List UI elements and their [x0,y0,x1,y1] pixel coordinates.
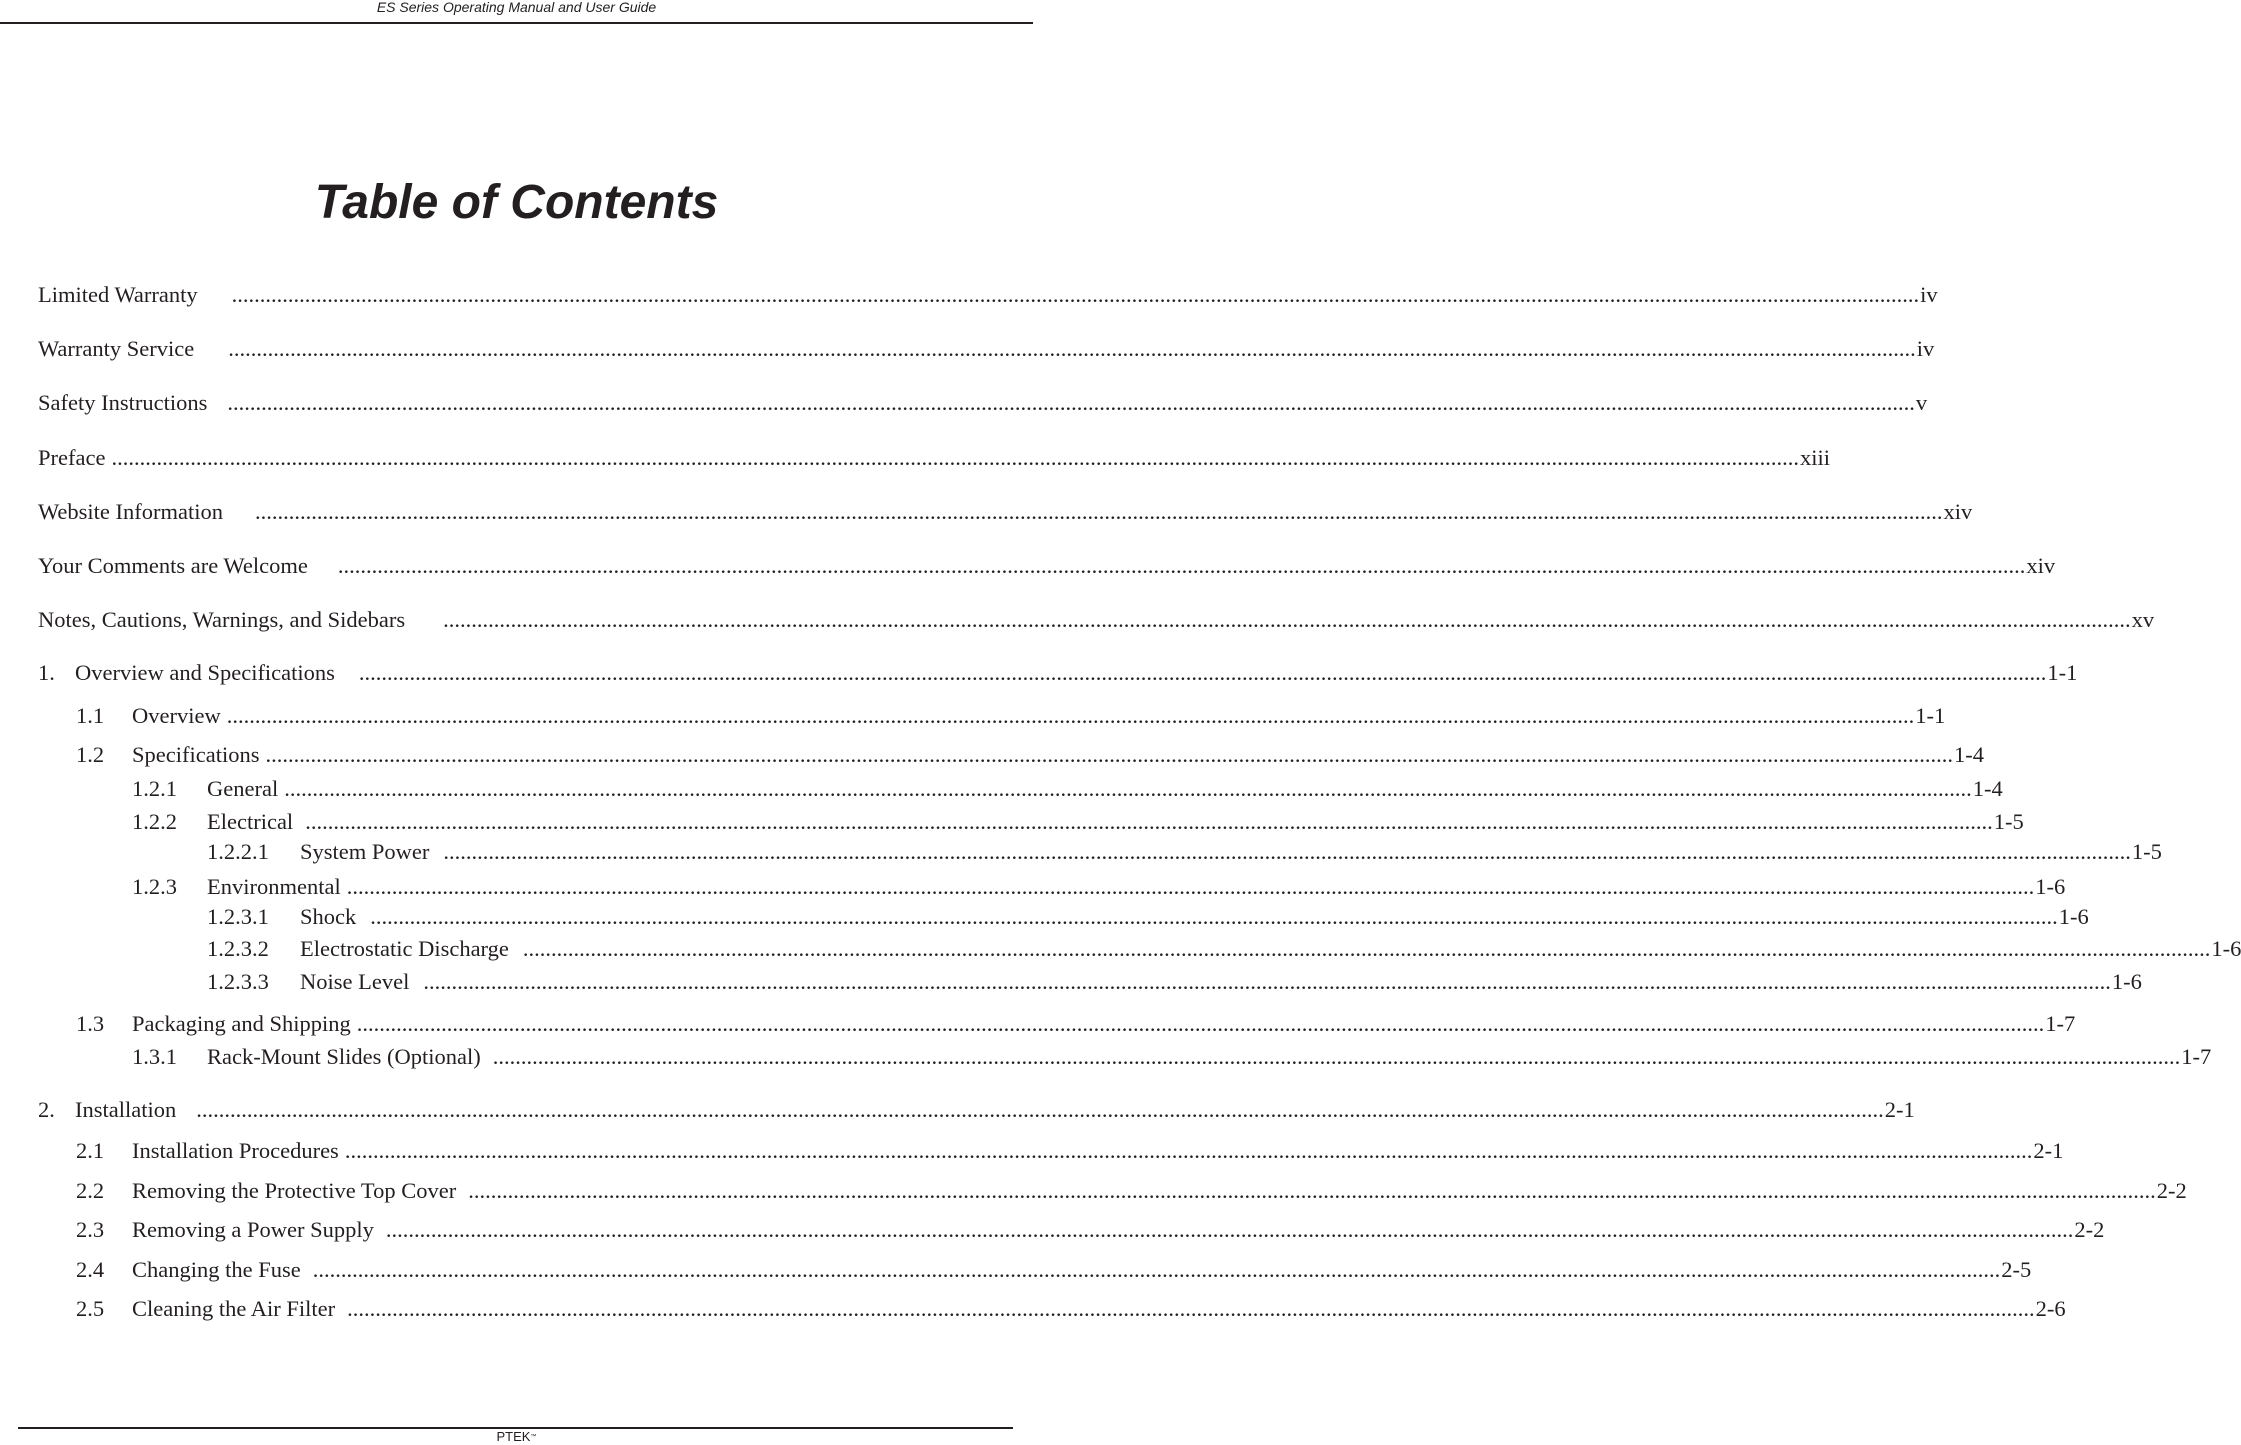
toc-label: Installation Procedures [132,1138,339,1163]
toc-number: 1.2.3.2 [207,936,269,961]
dot-leader: ............................................................................................................................................................................................................................................................................................................ [196,1097,1884,1122]
toc-entry-1-1[interactable] [76,702,1946,730]
toc-page-number: 1-4 [1953,742,1984,767]
toc-number: 1.2.3.1 [207,904,269,929]
dot-leader: ............................................................................................................................................................................................................................................................................................................ [231,282,1920,307]
toc-label: Notes, Cautions, Warnings, and Sidebars [38,607,406,632]
toc-label: Overview and Specifications [75,660,335,685]
toc-page-number: 2-1 [1884,1097,1915,1122]
dot-leader: ............................................................................................................................................................................................................................................................................................................ [346,874,2035,899]
toc-entry-2-1[interactable] [76,1137,2064,1165]
dot-leader: ............................................................................................................................................................................................................................................................................................................ [312,1257,2001,1282]
dot-leader: ............................................................................................................................................................................................................................................................................................................ [347,1296,2035,1321]
toc-entry-notes-cautions[interactable] [38,606,2155,634]
toc-page-number: xiv [1943,499,1973,524]
toc-label: Limited Warranty [38,282,198,307]
toc-page-number: 2-6 [2035,1296,2066,1321]
toc-number: 1.2.2 [132,809,177,834]
toc-entry-1-3[interactable] [76,1010,2076,1038]
toc-label: Website Information [38,499,224,524]
toc-number: 1.1 [76,703,105,728]
dot-leader: ............................................................................................................................................................................................................................................................................................................ [423,969,2111,994]
toc-label: Specifications [132,742,260,767]
toc-entry-preface[interactable] [38,444,1830,472]
toc-number: 2.1 [76,1138,105,1163]
toc-label: System Power [300,839,430,864]
dot-leader: ............................................................................................................................................................................................................................................................................................................ [265,742,1953,767]
toc-entry-1-2-3[interactable] [132,873,2066,901]
toc-label: Safety Instructions [38,390,208,415]
toc-page-number: 1-6 [2111,969,2142,994]
dot-leader: ............................................................................................................................................................................................................................................................................................................ [385,1217,2074,1242]
dot-leader: ............................................................................................................................................................................................................................................................................................................ [227,390,1915,415]
toc-entry-1-2-1[interactable] [132,775,2003,803]
brand-name: PTEK [496,1429,531,1444]
toc-label: Electrostatic Discharge [300,936,509,961]
toc-label: Overview [132,703,221,728]
toc-entry-limited-warranty[interactable] [38,281,1938,309]
toc-number: 1.2.3 [132,874,177,899]
toc-entry-2-5[interactable] [76,1295,2066,1323]
toc-page-number: 1-4 [1972,776,2003,801]
toc-number: 1. [38,660,55,685]
toc-entry-safety-instructions[interactable] [38,389,1928,417]
toc-entry-comments-welcome[interactable] [38,552,2056,580]
toc-entry-1-2-3-1[interactable] [207,903,2089,931]
toc-number: 1.2.2.1 [207,839,269,864]
toc-entry-1-3-1[interactable] [132,1043,2212,1071]
toc-label: Warranty Service [38,336,195,361]
dot-leader: ............................................................................................................................................................................................................................................................................................................ [228,336,1916,361]
toc-label: Removing the Protective Top Cover [132,1178,457,1203]
toc-entry-website-information[interactable] [38,498,1973,526]
dot-leader: ............................................................................................................................................................................................................................................................................................................ [344,1138,2033,1163]
toc-page-number: 1-5 [1993,809,2024,834]
toc-number: 2.2 [76,1178,105,1203]
toc-label: General [207,776,279,801]
toc-page-number: 1-7 [2181,1044,2212,1069]
toc-entry-2-3[interactable] [76,1216,2105,1244]
dot-leader: ............................................................................................................................................................................................................................................................................................................ [522,936,2211,961]
toc-entry-1-2-2[interactable] [132,808,2024,836]
toc-number: 2.3 [76,1217,105,1242]
running-header: ES Series Operating Manual and User Guide [376,0,657,15]
toc-entry-1-2[interactable] [76,741,1984,769]
toc-label: Installation [75,1097,177,1122]
toc-label: Environmental [207,874,341,899]
toc-label: Packaging and Shipping [132,1011,351,1036]
dot-leader: ............................................................................................................................................................................................................................................................................................................ [226,703,1915,728]
toc-label: Cleaning the Air Filter [132,1296,336,1321]
toc-number: 1.2.3.3 [207,969,269,994]
toc-number: 1.2.1 [132,776,177,801]
dot-leader: ............................................................................................................................................................................................................................................................................................................ [443,607,2131,632]
toc-label: Your Comments are Welcome [38,553,308,578]
toc-page-number: 2-2 [2074,1217,2105,1242]
toc-entry-2-4[interactable] [76,1256,2032,1284]
toc-number: 1.3 [76,1011,105,1036]
toc-entry-1-2-3-2[interactable] [207,935,2241,963]
toc-page-number: 2-5 [2001,1257,2032,1282]
dot-leader: ............................................................................................................................................................................................................................................................................................................ [255,499,1943,524]
dot-leader: ............................................................................................................................................................................................................................................................................................................ [370,904,2058,929]
toc-label: Shock [300,904,357,929]
toc-page-number: 1-5 [2131,839,2162,864]
toc-label: Rack-Mount Slides (Optional) [207,1044,481,1069]
dot-leader: ............................................................................................................................................................................................................................................................................................................ [305,809,1993,834]
toc-page-number: 1-6 [2058,904,2089,929]
toc-page-number: v [1915,390,1928,415]
toc-page-number: 1-1 [1915,703,1946,728]
toc-page-number: iv [1916,336,1935,361]
toc-entry-2-2[interactable] [76,1177,2187,1205]
toc-entry-1-2-2-1[interactable] [207,838,2162,866]
toc-page-number: 2-2 [2156,1178,2187,1203]
toc-number: 2.4 [76,1257,105,1282]
toc-page-number: xv [2131,607,2155,632]
dot-leader: ............................................................................................................................................................................................................................................................................................................ [284,776,1972,801]
toc-number: 1.2 [76,742,105,767]
dot-leader: ............................................................................................................................................................................................................................................................................................................ [111,445,1799,470]
toc-page-number: 1-1 [2047,660,2078,685]
toc-page-number: 1-6 [2035,874,2066,899]
toc-number: 2. [38,1097,55,1122]
toc-page-number: 1-6 [2211,936,2241,961]
dot-leader: ............................................................................................................................................................................................................................................................................................................ [337,553,2026,578]
toc-entry-warranty-service[interactable] [38,335,1935,363]
toc-page-number: xiii [1799,445,1830,470]
toc-label: Changing the Fuse [132,1257,301,1282]
dot-leader: ............................................................................................................................................................................................................................................................................................................ [468,1178,2156,1203]
running-footer [0,1430,1033,1444]
dot-leader: ............................................................................................................................................................................................................................................................................................................ [443,839,2131,864]
toc-entry-1-2-3-3[interactable] [207,968,2142,996]
toc-label: Preface [38,445,106,470]
dot-leader: ............................................................................................................................................................................................................................................................................................................ [492,1044,2181,1069]
trademark-symbol: ™ [530,1434,537,1440]
toc-entry-chapter-1[interactable] [38,659,2078,687]
dot-leader: ............................................................................................................................................................................................................................................................................................................ [356,1011,2045,1036]
toc-page-number: 1-7 [2045,1011,2076,1036]
page-title: Table of Contents [314,176,719,229]
toc-label: Electrical [207,809,294,834]
toc-page-number: 2-1 [2033,1138,2064,1163]
toc-entry-chapter-2[interactable] [38,1096,1915,1124]
toc-label: Removing a Power Supply [132,1217,374,1242]
toc-number: 1.3.1 [132,1044,177,1069]
toc-number: 2.5 [76,1296,105,1321]
dot-leader: ............................................................................................................................................................................................................................................................................................................ [358,660,2047,685]
toc-page-number: xiv [2026,553,2056,578]
toc-page-number: iv [1920,282,1938,307]
toc-label: Noise Level [300,969,410,994]
